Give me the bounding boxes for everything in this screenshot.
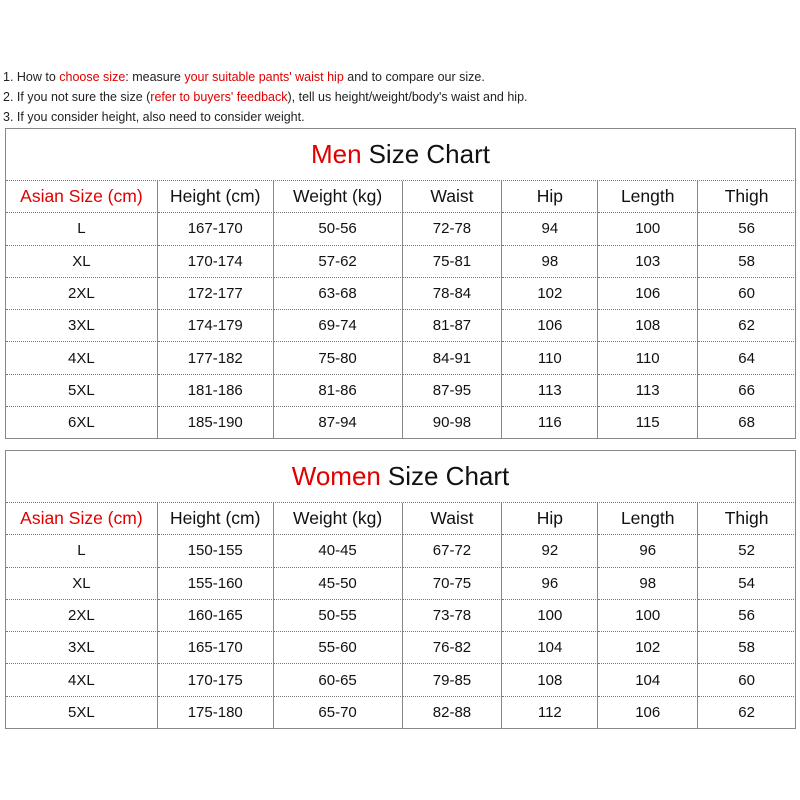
table-cell: 58 — [698, 632, 796, 664]
table-cell: 116 — [502, 407, 598, 439]
instruction-highlight: your suitable pants' waist hip — [184, 70, 344, 84]
table-cell: 56 — [698, 213, 796, 245]
table-cell: 92 — [502, 535, 598, 567]
table-cell: 60-65 — [274, 664, 403, 696]
table-cell: 81-87 — [403, 310, 503, 342]
column-header: Waist — [403, 181, 503, 213]
table-row — [6, 246, 796, 278]
table-cell: 181-186 — [158, 375, 274, 407]
chart-title-highlight: Men — [311, 139, 362, 169]
table-cell: 102 — [598, 632, 698, 664]
table-cell: 5XL — [6, 697, 158, 729]
table-cell: 56 — [698, 600, 796, 632]
table-cell: 110 — [502, 342, 598, 374]
table-cell: 103 — [598, 246, 698, 278]
table-cell: 81-86 — [274, 375, 403, 407]
table-cell: 3XL — [6, 310, 158, 342]
table-cell: 73-78 — [403, 600, 503, 632]
table-cell: 76-82 — [403, 632, 503, 664]
chart-title-text: Size Chart — [387, 461, 510, 491]
table-cell: 100 — [598, 213, 698, 245]
women-size-chart — [5, 450, 796, 729]
table-cell: 62 — [698, 697, 796, 729]
size-table — [6, 503, 796, 729]
instruction-text: : measure — [125, 70, 185, 84]
size-instructions — [3, 67, 528, 127]
table-cell: L — [6, 213, 158, 245]
table-row — [6, 568, 796, 600]
table-cell: 82-88 — [403, 697, 503, 729]
table-cell: 110 — [598, 342, 698, 374]
table-cell: 112 — [502, 697, 598, 729]
table-cell: 90-98 — [403, 407, 503, 439]
table-row — [6, 310, 796, 342]
table-cell: 78-84 — [403, 278, 503, 310]
table-cell: 72-78 — [403, 213, 503, 245]
table-cell: 75-81 — [403, 246, 503, 278]
instruction-text: 3. If you consider height, also need to consider weight. — [3, 110, 305, 124]
table-cell: 50-55 — [274, 600, 403, 632]
column-header: Waist — [403, 503, 503, 535]
table-cell: 6XL — [6, 407, 158, 439]
table-cell: 65-70 — [274, 697, 403, 729]
table-cell: 55-60 — [274, 632, 403, 664]
table-cell: 104 — [598, 664, 698, 696]
instruction-line-1 — [3, 67, 528, 87]
table-header-row — [6, 503, 796, 535]
table-cell: 4XL — [6, 342, 158, 374]
table-cell: 98 — [502, 246, 598, 278]
table-cell: 79-85 — [403, 664, 503, 696]
table-cell: 2XL — [6, 278, 158, 310]
chart-title — [6, 129, 796, 181]
table-cell: 84-91 — [403, 342, 503, 374]
table-row — [6, 697, 796, 729]
table-cell: 60 — [698, 664, 796, 696]
table-cell: 98 — [598, 568, 698, 600]
table-header-row — [6, 181, 796, 213]
table-cell: 102 — [502, 278, 598, 310]
table-cell: 5XL — [6, 375, 158, 407]
table-cell: 104 — [502, 632, 598, 664]
table-cell: 67-72 — [403, 535, 503, 567]
table-cell: 75-80 — [274, 342, 403, 374]
table-cell: L — [6, 535, 158, 567]
table-cell: 57-62 — [274, 246, 403, 278]
table-cell: 106 — [502, 310, 598, 342]
table-cell: 150-155 — [158, 535, 274, 567]
table-cell: 94 — [502, 213, 598, 245]
table-cell: 66 — [698, 375, 796, 407]
table-row — [6, 600, 796, 632]
table-cell: 108 — [502, 664, 598, 696]
table-cell: 106 — [598, 697, 698, 729]
table-row — [6, 664, 796, 696]
table-row — [6, 213, 796, 245]
instruction-line-2 — [3, 87, 528, 107]
column-header: Height (cm) — [158, 181, 274, 213]
table-cell: 4XL — [6, 664, 158, 696]
table-cell: 170-175 — [158, 664, 274, 696]
table-cell: 106 — [598, 278, 698, 310]
instruction-text: and to compare our size. — [343, 70, 485, 84]
column-header: Hip — [502, 181, 598, 213]
chart-title-text: Size Chart — [368, 139, 490, 169]
column-header: Weight (kg) — [274, 181, 403, 213]
table-row — [6, 535, 796, 567]
table-cell: XL — [6, 246, 158, 278]
column-header: Height (cm) — [158, 503, 274, 535]
table-cell: 115 — [598, 407, 698, 439]
table-cell: 108 — [598, 310, 698, 342]
table-cell: 113 — [598, 375, 698, 407]
table-cell: 174-179 — [158, 310, 274, 342]
table-row — [6, 278, 796, 310]
table-cell: 45-50 — [274, 568, 403, 600]
table-cell: 170-174 — [158, 246, 274, 278]
table-cell: 60 — [698, 278, 796, 310]
table-row — [6, 342, 796, 374]
size-table — [6, 181, 796, 439]
table-cell: 160-165 — [158, 600, 274, 632]
table-cell: 50-56 — [274, 213, 403, 245]
table-row — [6, 407, 796, 439]
table-cell: 96 — [598, 535, 698, 567]
table-cell: 100 — [502, 600, 598, 632]
table-cell: 96 — [502, 568, 598, 600]
column-header: Asian Size (cm) — [6, 503, 158, 535]
table-cell: 175-180 — [158, 697, 274, 729]
column-header: Weight (kg) — [274, 503, 403, 535]
table-cell: 155-160 — [158, 568, 274, 600]
table-cell: 64 — [698, 342, 796, 374]
column-header: Length — [598, 181, 698, 213]
table-cell: 63-68 — [274, 278, 403, 310]
table-cell: 165-170 — [158, 632, 274, 664]
table-cell: 40-45 — [274, 535, 403, 567]
table-cell: 69-74 — [274, 310, 403, 342]
table-cell: 87-95 — [403, 375, 503, 407]
table-cell: 54 — [698, 568, 796, 600]
instruction-text: 2. If you not sure the size ( — [3, 90, 151, 104]
table-cell: 62 — [698, 310, 796, 342]
table-cell: 2XL — [6, 600, 158, 632]
table-cell: 172-177 — [158, 278, 274, 310]
chart-title-highlight: Women — [291, 461, 381, 491]
table-row — [6, 375, 796, 407]
table-cell: 87-94 — [274, 407, 403, 439]
table-cell: 100 — [598, 600, 698, 632]
instruction-text: ), tell us height/weight/body's waist and hip. — [287, 90, 528, 104]
column-header: Hip — [502, 503, 598, 535]
table-cell: 68 — [698, 407, 796, 439]
table-cell: 167-170 — [158, 213, 274, 245]
table-cell: 113 — [502, 375, 598, 407]
table-cell: XL — [6, 568, 158, 600]
column-header: Thigh — [698, 181, 796, 213]
table-cell: 177-182 — [158, 342, 274, 374]
chart-title — [6, 451, 796, 503]
table-row — [6, 632, 796, 664]
instruction-text: 1. How to — [3, 70, 60, 84]
column-header: Thigh — [698, 503, 796, 535]
column-header: Asian Size (cm) — [6, 181, 158, 213]
instruction-line-3 — [3, 107, 528, 127]
instruction-highlight: refer to buyers' feedback — [150, 90, 288, 104]
table-cell: 70-75 — [403, 568, 503, 600]
men-size-chart — [5, 128, 796, 439]
column-header: Length — [598, 503, 698, 535]
instruction-highlight: choose size — [59, 70, 126, 84]
table-cell: 3XL — [6, 632, 158, 664]
table-cell: 185-190 — [158, 407, 274, 439]
table-cell: 58 — [698, 246, 796, 278]
table-cell: 52 — [698, 535, 796, 567]
